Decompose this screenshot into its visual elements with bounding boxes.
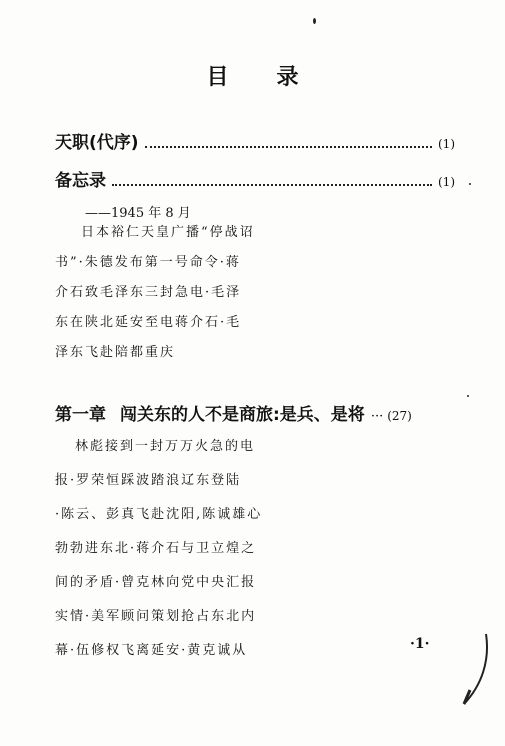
scan-speck: [467, 395, 469, 397]
scan-mark: [456, 630, 496, 710]
desc-line: 书”·朱德发布第一号命令·蒋: [55, 255, 241, 270]
memo-date: ——1945 年 8 月: [85, 206, 191, 221]
toc-entry-chapter-1[interactable]: [55, 400, 475, 425]
chapter-1-description: [55, 430, 275, 668]
toc-entry-label: 备忘录: [55, 171, 106, 191]
memo-description: [55, 218, 275, 368]
toc-entry-preface[interactable]: [55, 128, 455, 153]
desc-line: 报·罗荣恒踩波踏浪辽东登陆: [55, 473, 242, 488]
desc-line: 实情·美军顾问策划抢占东北内: [55, 609, 257, 624]
desc-line: 东在陕北延安至电蒋介石·毛: [55, 315, 242, 330]
dot-leader: [145, 146, 432, 148]
chapter-heading: [55, 400, 365, 425]
toc-entry-label: 天职(代序): [55, 133, 139, 153]
title-char-1: 目: [206, 65, 229, 90]
desc-line: 幕·伍修权飞离延安·黄克诚从: [55, 643, 248, 658]
desc-line: 日本裕仁天皇广播“停战诏: [81, 225, 255, 240]
toc-entry-memo[interactable]: [55, 166, 455, 191]
scan-speck: [313, 18, 316, 24]
chapter-ellipsis: ···: [370, 409, 384, 424]
dot-leader: [112, 184, 432, 186]
toc-entry-page: (1): [438, 175, 455, 189]
title-char-2: 录: [276, 65, 299, 90]
chapter-page: (27): [387, 409, 412, 423]
desc-line: 介石致毛泽东三封急电·毛泽: [55, 285, 242, 300]
desc-line: 林彪接到一封万万火急的电: [75, 439, 256, 454]
chapter-number: 第一章: [55, 405, 106, 425]
desc-line: 勃勃进东北·蒋介石与卫立煌之: [55, 541, 257, 556]
scan-speck: [469, 183, 471, 185]
page-title: [0, 60, 505, 91]
chapter-title: 闯关东的人不是商旅:是兵、是将: [120, 405, 365, 425]
toc-entry-page: (1): [438, 137, 455, 151]
desc-line: ·陈云、彭真飞赴沈阳,陈诚雄心: [55, 507, 263, 522]
desc-line: 泽东飞赴陪都重庆: [55, 345, 176, 360]
desc-line: 间的矛盾·曾克林向党中央汇报: [55, 575, 257, 590]
page-number: ·1·: [410, 636, 430, 652]
